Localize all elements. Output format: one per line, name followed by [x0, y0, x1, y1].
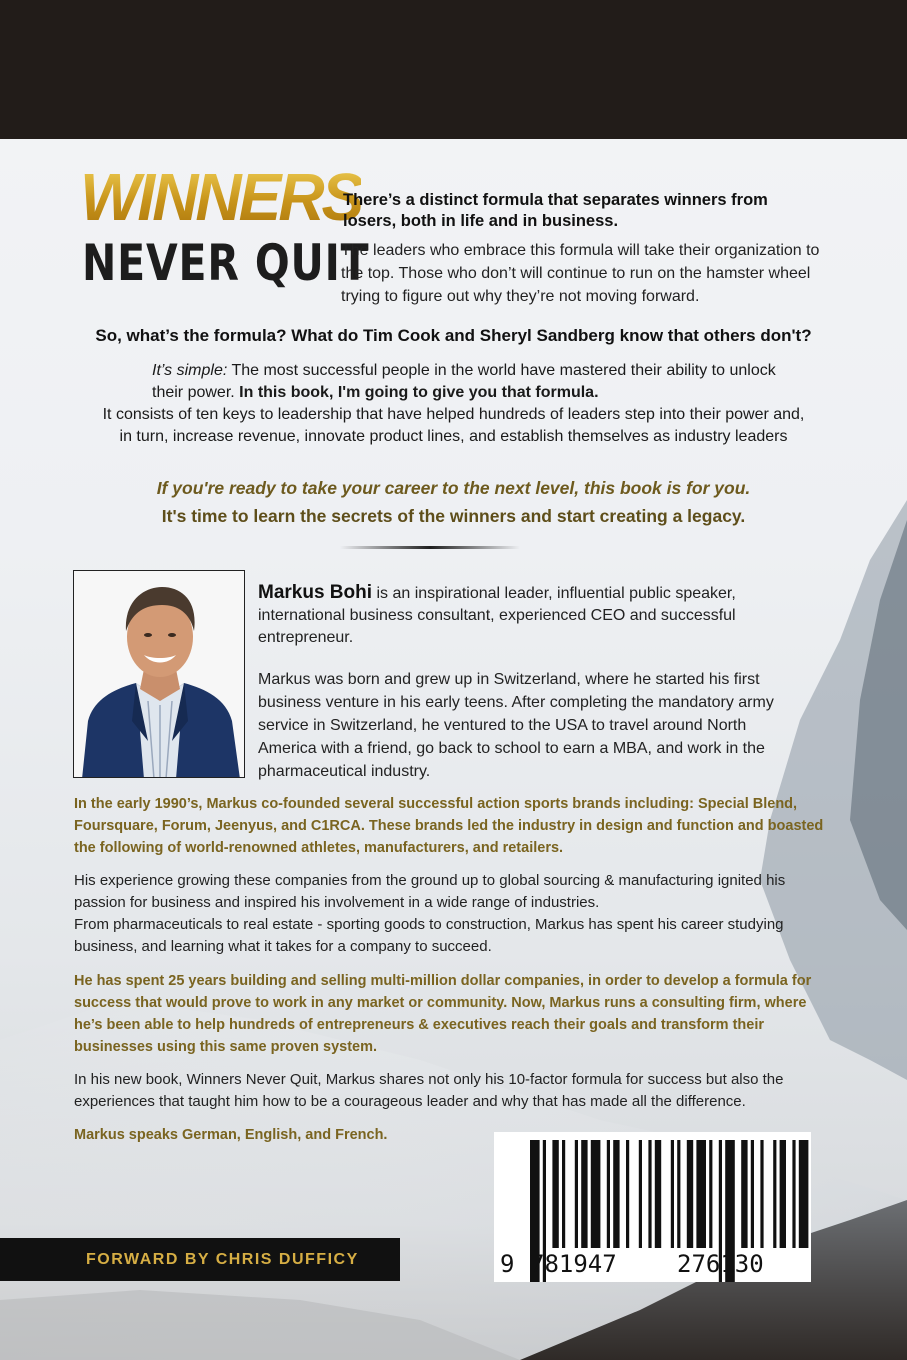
barcode-bar: [696, 1140, 706, 1248]
barcode-bar: [626, 1140, 629, 1248]
barcode-bar: [709, 1140, 712, 1248]
barcode-bar: [607, 1140, 610, 1248]
simple-line2-plain: their power.: [152, 384, 235, 401]
bio-paragraph-7: Markus speaks German, English, and French.: [74, 1127, 388, 1143]
barcode-bar: [687, 1140, 693, 1248]
bio-paragraph-4: [74, 870, 834, 958]
bio-paragraph-2: Markus was born and grew up in Switzerland, where he started his first business venture in his early teens. After completing the mandatory army service in Switzerland, he ventured to the USA to travel around North America with a friend, go back to school to earn a MBA, and work in the pharmaceutical industry.: [258, 671, 774, 780]
barcode-digit-prefix: 9: [500, 1250, 515, 1278]
simple-paragraph: [60, 360, 847, 448]
barcode-bar: [799, 1140, 809, 1248]
simple-line4: in turn, increase revenue, innovate product lines, and establish themselves as industry leaders: [119, 428, 788, 445]
bio-paragraph-4a: His experience growing these companies from the ground up to global sourcing & manufacturing ignited his passion for business and inspired his involvement in a wide range of industries.: [74, 872, 786, 911]
barcode-digits-right: 276130: [677, 1250, 764, 1278]
barcode-bar: [639, 1140, 642, 1248]
author-name: Markus Bohi: [258, 582, 373, 603]
ready-tagline: If you're ready to take your career to the next level, this book is for you.: [156, 478, 751, 498]
bio-paragraph-5: He has spent 25 years building and selling multi-million dollar companies, in order to develop a formula for success that would prove to work in any market or community. Now, Markus runs a consulting firm, where he’s been able to help hundreds of entrepreneurs & executives reach their goals and transform their businesses using this same proven system.: [74, 973, 812, 1055]
barcode-bar: [677, 1140, 680, 1248]
forward-credit: FORWARD BY CHRIS DUFFICY: [86, 1251, 359, 1268]
intro-text: The leaders who embrace this formula will take their organization to the top. Those who don’t will continue to run on the hamster wheel trying to figure out why they’re not moving forward.: [341, 242, 820, 305]
simple-lead: It’s simple:: [152, 362, 228, 379]
barcode-bar: [552, 1140, 558, 1248]
bio-paragraph-4b: From pharmaceuticals to real estate - sporting goods to construction, Markus has spent his career studying business, and learning what it takes for a company to succeed.: [74, 916, 784, 955]
bio-intro-rest: is an inspirational leader, influential public speaker, international business consultant, experienced CEO and successful entrepreneur.: [258, 585, 736, 646]
divider-line: [340, 546, 520, 549]
barcode-digits-left: 781947: [530, 1250, 617, 1278]
barcode-bar: [613, 1140, 619, 1248]
barcode-bar: [648, 1140, 651, 1248]
barcode-bar: [760, 1140, 763, 1248]
simple-line1: The most successful people in the world have mastered their ability to unlock: [227, 362, 776, 379]
intro-bold-text: There’s a distinct formula that separates winners from losers, both in life and in business.: [343, 191, 768, 230]
barcode-bar: [591, 1140, 601, 1248]
barcode-bar: [575, 1140, 578, 1248]
barcode-bar: [773, 1140, 776, 1248]
barcode-bar: [751, 1140, 754, 1248]
barcode-bar: [655, 1140, 661, 1248]
title-winners: WINNERS: [80, 159, 362, 235]
barcode-bar: [581, 1140, 587, 1248]
barcode-bar: [792, 1140, 795, 1248]
author-photo: [73, 570, 245, 778]
bio-paragraph-6: In his new book, Winners Never Quit, Markus shares not only his 10-factor formula for success but also the experiences that taught him how to be a courageous leader and why that has made all the difference.: [74, 1071, 784, 1110]
barcode-bar: [671, 1140, 674, 1248]
simple-line2-bold: In this book, I'm going to give you that formula.: [234, 384, 599, 401]
simple-line3: It consists of ten keys to leadership that have helped hundreds of leaders step into their power and,: [102, 406, 805, 423]
barcode-bar: [562, 1140, 565, 1248]
formula-question: So, what’s the formula? What do Tim Cook and Sheryl Sandberg know that others don't?: [95, 326, 812, 345]
barcode-bar: [741, 1140, 747, 1248]
bio-paragraph-3: In the early 1990’s, Markus co-founded several successful action sports brands including: Special Blend, Foursquare, Forum, Jeenyus, and C1RCA. These brands led the industry in design and function and boasted the following of world-renowned athletes, manufacturers, and retailers.: [74, 796, 824, 856]
time-tagline: It's time to learn the secrets of the winners and start creating a legacy.: [161, 506, 746, 526]
title-never-quit: NEVER QUIT: [82, 234, 370, 292]
bio-intro: [258, 582, 798, 649]
barcode-bar: [780, 1140, 786, 1248]
